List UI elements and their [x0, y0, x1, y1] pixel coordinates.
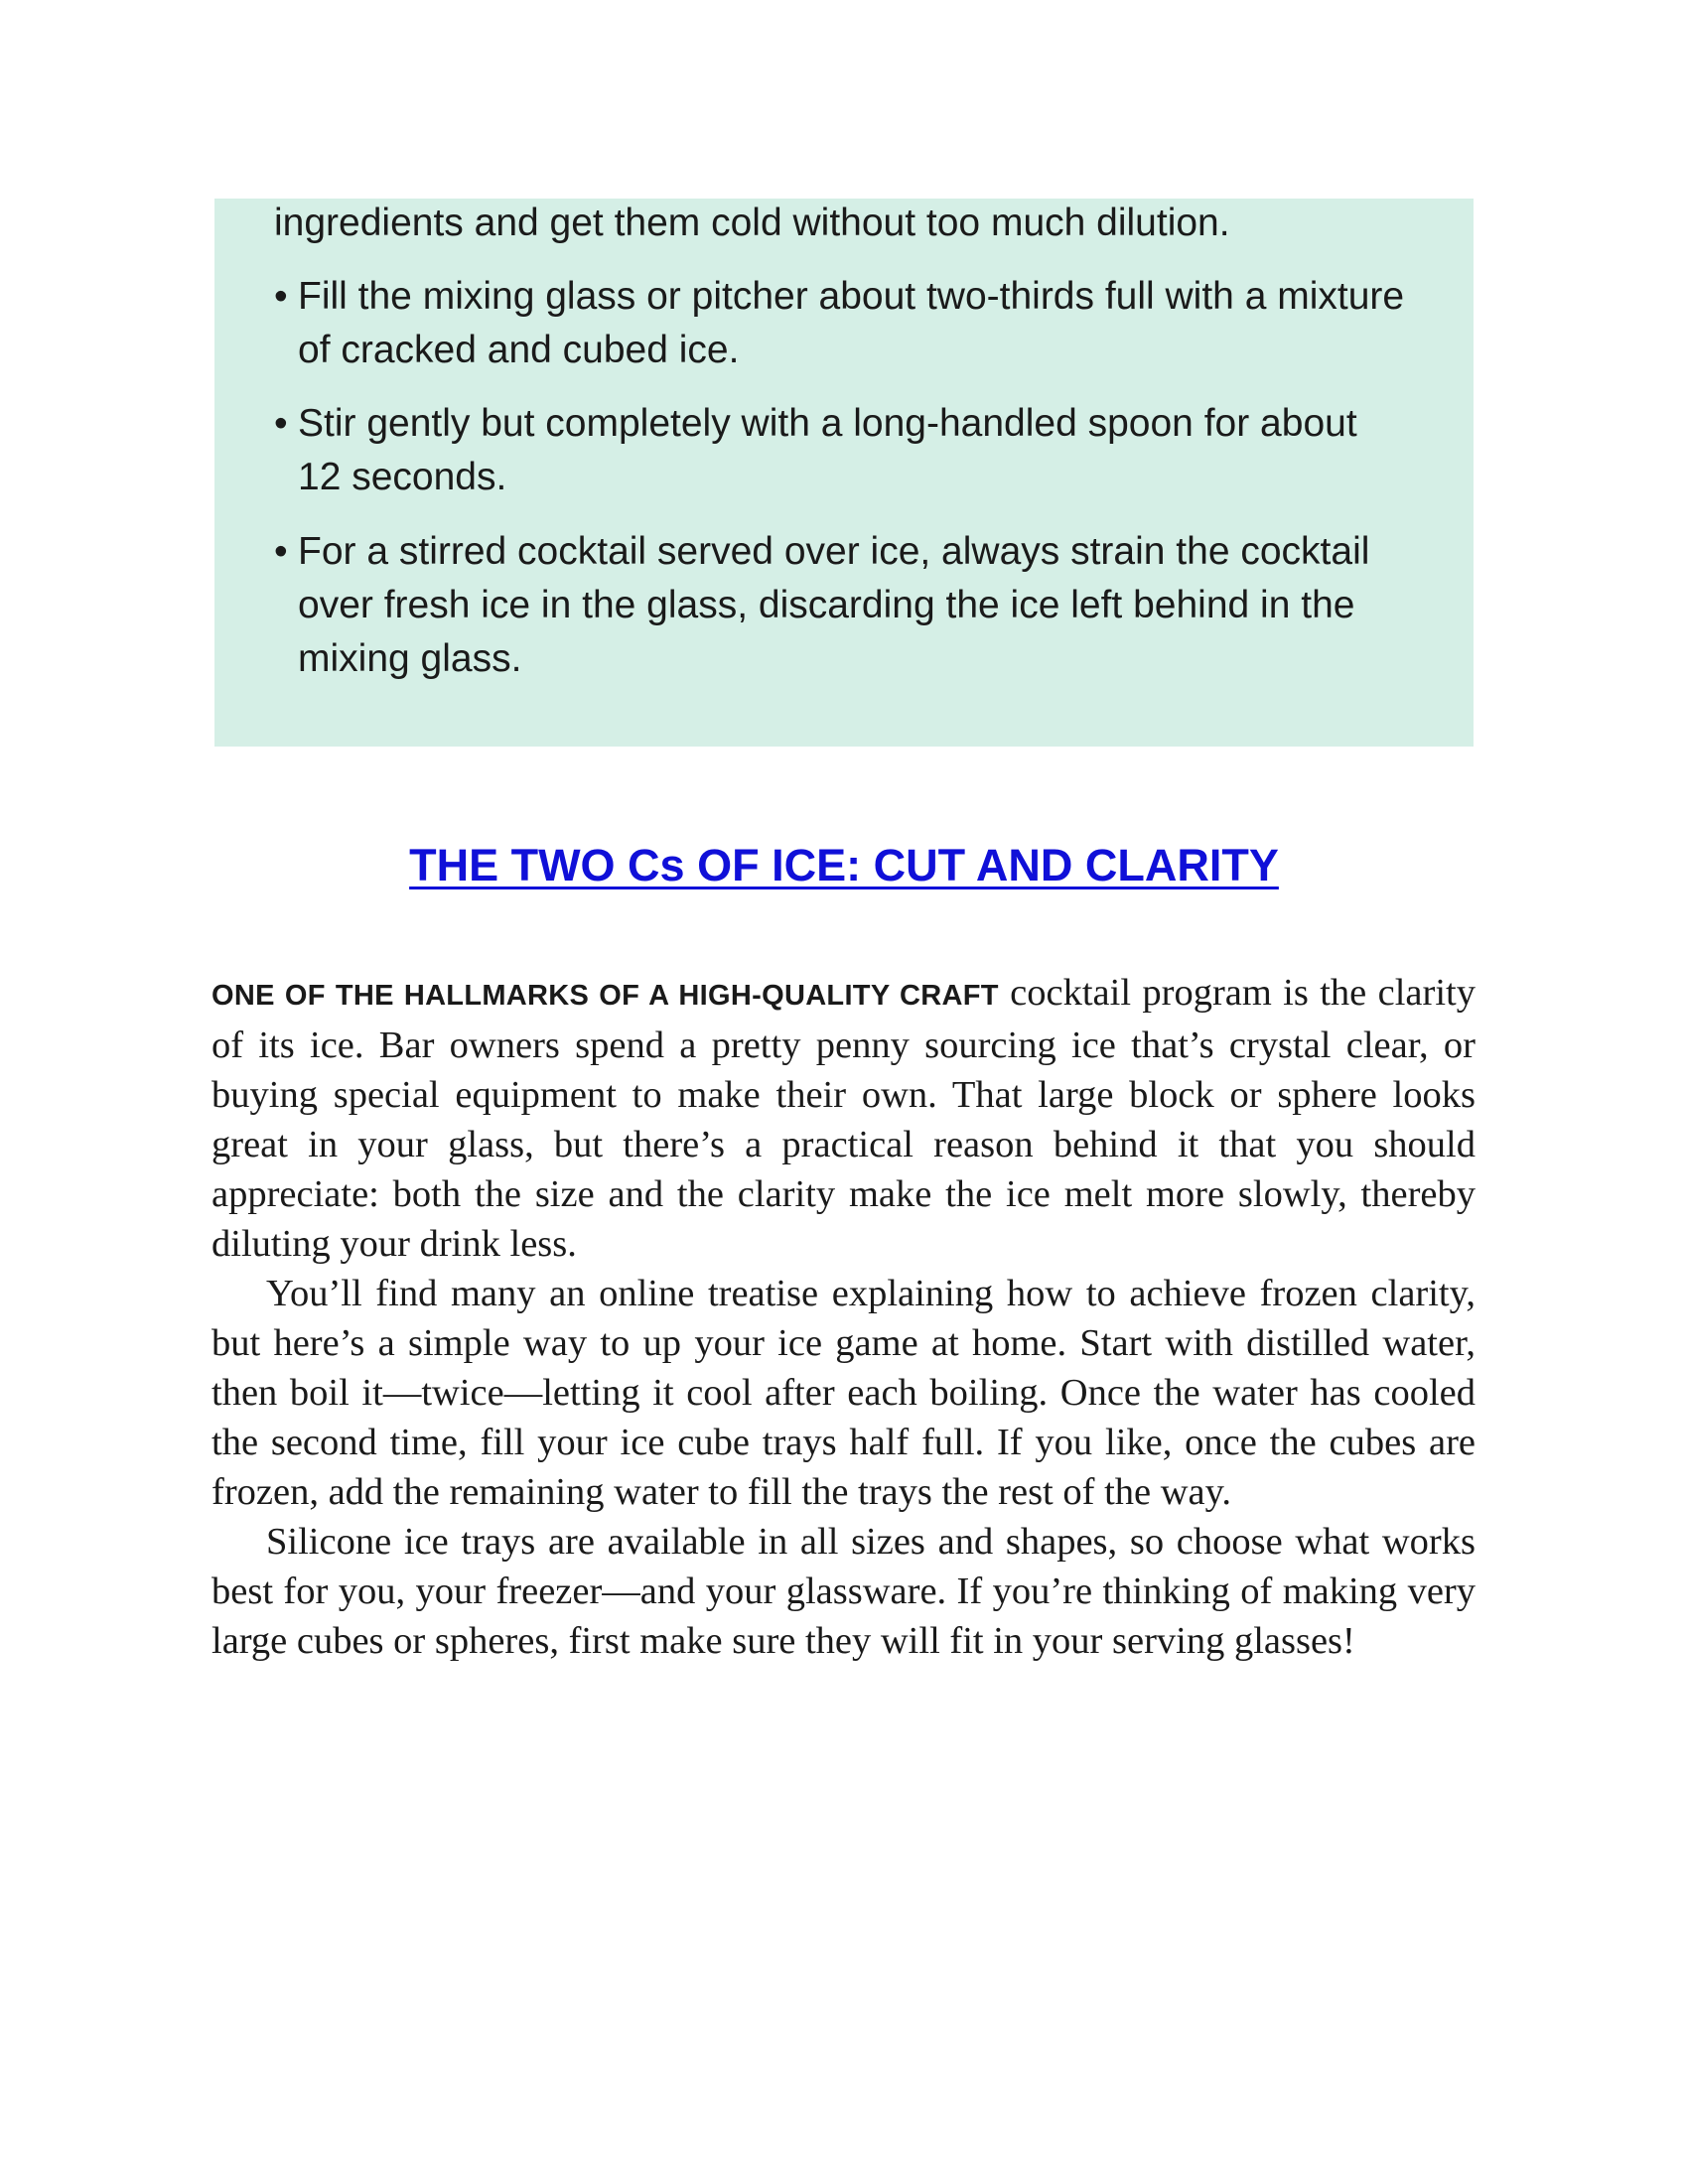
tip-sidebar-box [214, 199, 1474, 747]
sidebar-bullet-text: For a stirred cocktail served over ice, always strain the cocktail over fresh ice in the glass, discarding the ice left behind in the mixing glass. [298, 530, 1370, 680]
sidebar-bullet-item [274, 397, 1410, 504]
sidebar-bullet-item [274, 270, 1410, 377]
lead-in-text: ONE OF THE HALLMARKS OF A HIGH-QUALITY CRAFT [211, 980, 999, 1012]
sidebar-bullet-text: Fill the mixing glass or pitcher about two-thirds full with a mixture of cracked and cubed ice. [298, 275, 1405, 371]
section-title-link[interactable]: THE TWO Cs OF ICE: CUT AND CLARITY [409, 840, 1279, 890]
sidebar-continued-text: ingredients and get them cold without too much dilution. [274, 202, 1230, 244]
bullet-icon: • [274, 402, 288, 445]
paragraph-text: cocktail program is the clarity of its ice. Bar owners spend a pretty penny sourcing ice that’s crystal clear, or buying special equipment to make their own. That large block or sphere looks great in your glass, but there’s a practical reason behind it that you should appreciate: both the size and the clarity make the ice melt more slowly, thereby diluting your drink less. [211, 972, 1476, 1265]
body-paragraph: You’ll find many an online treatise explaining how to achieve frozen clarity, but here’s a simple way to up your ice game at home. Start with distilled water, then boil it—twice—letting it cool after each boiling. Once the water has cooled the second time, fill your ice cube trays half full. If you like, once the cubes are frozen, add the remaining water to fill the trays the rest of the way. [211, 1273, 1476, 1513]
body-paragraph [211, 968, 1476, 1269]
body-paragraph: Silicone ice trays are available in all sizes and shapes, so choose what works best for you, your freezer—and your glassware. If you’re thinking of making very large cubes or spheres, first make sure they will fit in your serving glasses! [211, 1521, 1476, 1662]
sidebar-bullet-item [274, 525, 1410, 686]
bullet-icon: • [274, 275, 288, 318]
sidebar-bullet-text: Stir gently but completely with a long-handled spoon for about 12 seconds. [298, 402, 1357, 498]
bullet-icon: • [274, 530, 288, 573]
section-body [211, 968, 1476, 1666]
